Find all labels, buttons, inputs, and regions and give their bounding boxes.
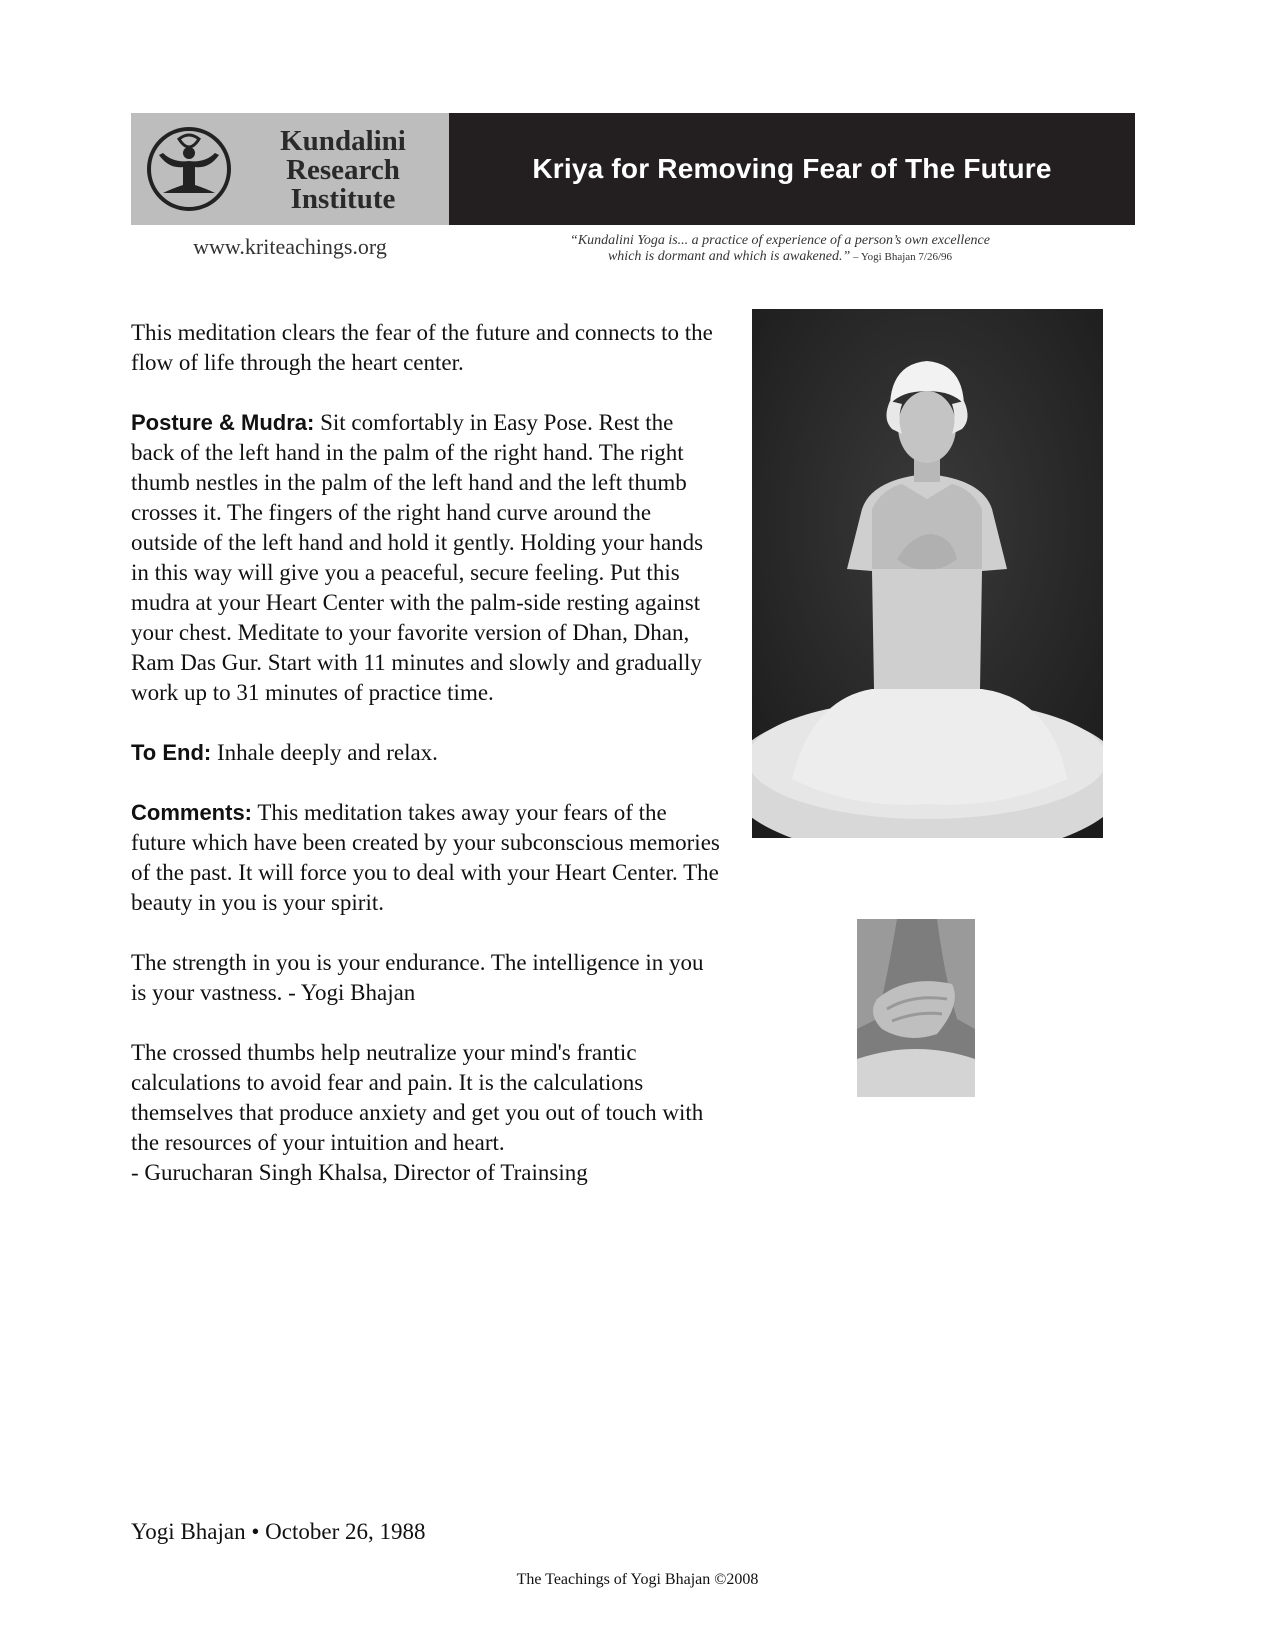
logo-line-1: Kundalini [280,125,406,157]
session-date: Yogi Bhajan • October 26, 1988 [131,1519,426,1544]
kri-logo [131,113,449,225]
meditation-photo [752,309,1103,838]
copyright: The Teachings of Yogi Bhajan ©2008 [516,1571,759,1588]
quote-line-2 [500,249,1060,265]
comments-text: This meditation takes away your fears of the future which have been created by your subconscious memories of the past. It will force you to deal with your Heart Center. The beauty in you is your spirit. [131,800,720,915]
title-bar [449,113,1135,225]
header-quote [500,233,1060,265]
thumbs-paragraph [131,1038,721,1188]
strength-quote: The strength in you is your endurance. The intelligence in you is your vastness. - Yogi Bhajan [131,950,704,1005]
thumbs-text: The crossed thumbs help neutralize your mind's frantic calculations to avoid fear and pain. It is the calculations themselves that produce anxiety and get you out of touch with the resources of your intuition and heart. [131,1040,704,1155]
intro-paragraph: This meditation clears the fear of the future and connects to the flow of life through the heart center. [131,320,713,375]
comments-paragraph [131,798,721,918]
logo-wordmark [243,127,443,214]
instructions [131,318,721,1218]
thumbs-attribution: - Gurucharan Singh Khalsa, Director of Trainsing [131,1160,588,1185]
comments-label: Comments: [131,800,253,825]
end-label: To End: [131,740,212,765]
kri-logo-icon [145,125,233,213]
posture-label: Posture & Mudra: [131,410,315,435]
end-text: Inhale deeply and relax. [211,740,438,765]
quote-attribution: – Yogi Bhajan 7/26/96 [850,251,953,263]
mudra-closeup-photo [857,919,975,1097]
quote-line-1: “Kundalini Yoga is... a practice of experience of a person’s own excellence [570,233,990,248]
end-paragraph [131,738,721,768]
website-url: www.kriteachings.org [193,234,387,259]
page-title: Kriya for Removing Fear of The Future [532,153,1052,184]
logo-line-3: Institute [290,183,396,215]
posture-paragraph [131,408,721,708]
logo-line-2: Research [286,154,400,186]
mudra-closeup-illustration [857,919,975,1097]
header-banner [131,113,1135,225]
meditation-photo-illustration [752,309,1103,838]
quote-line-2-text: which is dormant and which is awakened.” [607,249,851,264]
posture-text: Sit comfortably in Easy Pose. Rest the back of the left hand in the palm of the right hand. The right thumb nestles in the palm of the left hand and the left thumb crosses it. The fingers of the right hand curve around the outside of the left hand and hold it gently. Holding your hands in this way will give you a peaceful, secure feeling. Put this mudra at your Heart Center with the palm-side resting against your chest. Meditate to your favorite version of Dhan, Dhan, Ram Das Gur. Start with 11 minutes and slowly and gradually work up to 31 minutes of practice time. [131,410,704,705]
